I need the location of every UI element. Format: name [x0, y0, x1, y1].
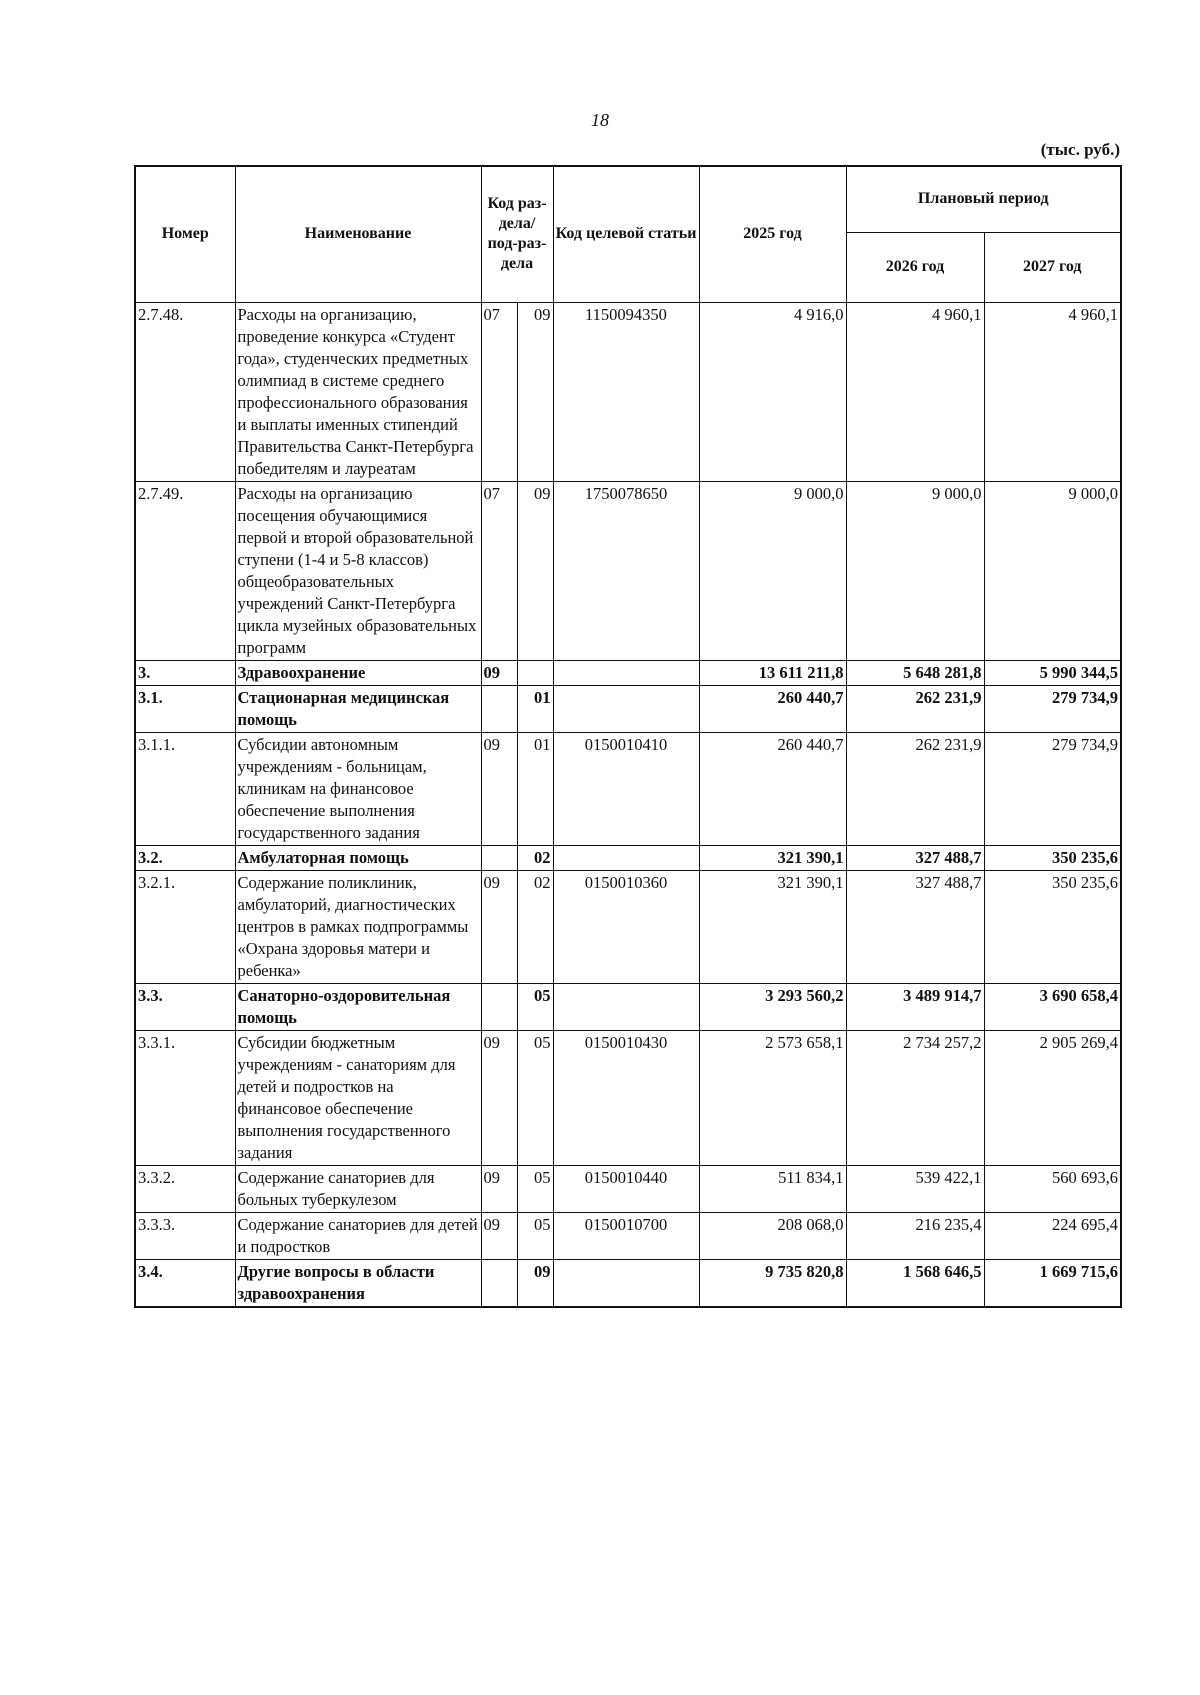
- row-subsection-code: 02: [517, 870, 553, 983]
- row-value-2027: 279 734,9: [984, 732, 1121, 845]
- table-body: [135, 302, 1121, 1307]
- row-value-2027: 3 690 658,4: [984, 983, 1121, 1030]
- row-section-code: [481, 983, 517, 1030]
- row-subsection-code: 09: [517, 302, 553, 481]
- row-target-code: 1150094350: [553, 302, 699, 481]
- row-value-2026: 262 231,9: [846, 732, 984, 845]
- row-subsection-code: 01: [517, 685, 553, 732]
- row-value-2025: 260 440,7: [699, 732, 846, 845]
- row-name: Амбулаторная помощь: [235, 845, 481, 870]
- row-value-2027: 1 669 715,6: [984, 1259, 1121, 1307]
- table-row: [135, 302, 1121, 481]
- row-target-code: [553, 660, 699, 685]
- row-section-code: [481, 685, 517, 732]
- row-value-2027: 224 695,4: [984, 1212, 1121, 1259]
- table-row: [135, 732, 1121, 845]
- row-name: Стационарная медицинская помощь: [235, 685, 481, 732]
- row-number: 3.2.: [135, 845, 235, 870]
- row-name: Здравоохранение: [235, 660, 481, 685]
- row-value-2027: 279 734,9: [984, 685, 1121, 732]
- row-value-2025: 208 068,0: [699, 1212, 846, 1259]
- row-value-2027: 4 960,1: [984, 302, 1121, 481]
- header-2026: 2026 год: [846, 232, 984, 302]
- row-section-code: 07: [481, 481, 517, 660]
- row-name: Содержание поликлиник, амбулаторий, диагностических центров в рамках подпрограммы «Охрана здоровья матери и ребенка»: [235, 870, 481, 983]
- row-target-code: [553, 685, 699, 732]
- row-value-2026: 3 489 914,7: [846, 983, 984, 1030]
- row-number: 3.3.2.: [135, 1165, 235, 1212]
- row-value-2025: 2 573 658,1: [699, 1030, 846, 1165]
- row-value-2025: 321 390,1: [699, 870, 846, 983]
- row-section-code: 09: [481, 1165, 517, 1212]
- table-row: [135, 481, 1121, 660]
- table-row: [135, 983, 1121, 1030]
- row-subsection-code: 09: [517, 481, 553, 660]
- row-target-code: 0150010410: [553, 732, 699, 845]
- row-value-2025: 4 916,0: [699, 302, 846, 481]
- row-value-2027: 2 905 269,4: [984, 1030, 1121, 1165]
- row-number: 3.1.1.: [135, 732, 235, 845]
- row-name: Субсидии автономным учреждениям - больницам, клиникам на финансовое обеспечение выполнения государственного задания: [235, 732, 481, 845]
- row-value-2027: 9 000,0: [984, 481, 1121, 660]
- row-target-code: 0150010440: [553, 1165, 699, 1212]
- row-value-2026: 327 488,7: [846, 845, 984, 870]
- header-number: Номер: [135, 166, 235, 302]
- row-number: 3.3.1.: [135, 1030, 235, 1165]
- row-section-code: 09: [481, 1030, 517, 1165]
- row-name: Другие вопросы в области здравоохранения: [235, 1259, 481, 1307]
- row-value-2025: 260 440,7: [699, 685, 846, 732]
- row-target-code: 0150010360: [553, 870, 699, 983]
- row-subsection-code: 05: [517, 1212, 553, 1259]
- row-target-code: 0150010430: [553, 1030, 699, 1165]
- row-value-2025: 321 390,1: [699, 845, 846, 870]
- row-section-code: 09: [481, 870, 517, 983]
- row-name: Расходы на организацию, проведение конкурса «Студент года», студенческих предметных олимпиад в системе среднего профессионального образования и выплаты именных стипендий Правительства Санкт-Петербурга победителям и лауреатам: [235, 302, 481, 481]
- row-section-code: 09: [481, 732, 517, 845]
- table-row: [135, 1165, 1121, 1212]
- row-value-2027: 5 990 344,5: [984, 660, 1121, 685]
- row-subsection-code: 05: [517, 983, 553, 1030]
- page-number: 18: [591, 110, 609, 130]
- row-value-2026: 4 960,1: [846, 302, 984, 481]
- row-value-2025: 13 611 211,8: [699, 660, 846, 685]
- row-value-2027: 560 693,6: [984, 1165, 1121, 1212]
- row-section-code: 09: [481, 660, 517, 685]
- row-target-code: [553, 1259, 699, 1307]
- table-row: [135, 660, 1121, 685]
- table-row: [135, 845, 1121, 870]
- row-name: Субсидии бюджетным учреждениям - санаториям для детей и подростков на финансовое обеспечение выполнения государственного задания: [235, 1030, 481, 1165]
- row-subsection-code: 05: [517, 1030, 553, 1165]
- table-header: [135, 166, 1121, 302]
- row-subsection-code: 09: [517, 1259, 553, 1307]
- row-subsection-code: [517, 660, 553, 685]
- row-value-2027: 350 235,6: [984, 870, 1121, 983]
- header-planned-period: Плановый период: [846, 166, 1121, 232]
- header-2025: 2025 год: [699, 166, 846, 302]
- row-value-2026: 327 488,7: [846, 870, 984, 983]
- units-label: (тыс. руб.): [1040, 140, 1120, 159]
- header-target-code: Код целевой статьи: [553, 166, 699, 302]
- row-value-2026: 539 422,1: [846, 1165, 984, 1212]
- table-row: [135, 870, 1121, 983]
- row-section-code: [481, 845, 517, 870]
- row-value-2026: 216 235,4: [846, 1212, 984, 1259]
- row-value-2026: 5 648 281,8: [846, 660, 984, 685]
- row-name: Расходы на организацию посещения обучающимися первой и второй образовательной ступени (1-4 и 5-8 классов) общеобразовательных учреждений Санкт-Петербурга цикла музейных образовательных программ: [235, 481, 481, 660]
- row-target-code: [553, 983, 699, 1030]
- row-subsection-code: 05: [517, 1165, 553, 1212]
- row-number: 3.3.: [135, 983, 235, 1030]
- row-value-2025: 3 293 560,2: [699, 983, 846, 1030]
- header-name: Наименование: [235, 166, 481, 302]
- row-target-code: [553, 845, 699, 870]
- row-value-2025: 9 735 820,8: [699, 1259, 846, 1307]
- row-target-code: 1750078650: [553, 481, 699, 660]
- table-row: [135, 685, 1121, 732]
- row-number: 3.4.: [135, 1259, 235, 1307]
- header-section-code: Код раз-дела/ под-раз-дела: [481, 166, 553, 302]
- row-value-2026: 2 734 257,2: [846, 1030, 984, 1165]
- budget-table: [134, 165, 1122, 1308]
- row-number: 3.2.1.: [135, 870, 235, 983]
- row-value-2026: 1 568 646,5: [846, 1259, 984, 1307]
- table-row: [135, 1212, 1121, 1259]
- row-section-code: 07: [481, 302, 517, 481]
- row-subsection-code: 01: [517, 732, 553, 845]
- row-section-code: [481, 1259, 517, 1307]
- table-row: [135, 1259, 1121, 1307]
- row-section-code: 09: [481, 1212, 517, 1259]
- table-row: [135, 1030, 1121, 1165]
- row-subsection-code: 02: [517, 845, 553, 870]
- row-value-2025: 511 834,1: [699, 1165, 846, 1212]
- row-name: Содержание санаториев для больных туберкулезом: [235, 1165, 481, 1212]
- row-number: 2.7.48.: [135, 302, 235, 481]
- row-number: 3.: [135, 660, 235, 685]
- row-value-2025: 9 000,0: [699, 481, 846, 660]
- row-name: Санаторно-оздоровительная помощь: [235, 983, 481, 1030]
- row-name: Содержание санаториев для детей и подростков: [235, 1212, 481, 1259]
- row-number: 3.3.3.: [135, 1212, 235, 1259]
- row-target-code: 0150010700: [553, 1212, 699, 1259]
- row-value-2026: 262 231,9: [846, 685, 984, 732]
- row-number: 3.1.: [135, 685, 235, 732]
- header-2027: 2027 год: [984, 232, 1121, 302]
- row-number: 2.7.49.: [135, 481, 235, 660]
- row-value-2027: 350 235,6: [984, 845, 1121, 870]
- row-value-2026: 9 000,0: [846, 481, 984, 660]
